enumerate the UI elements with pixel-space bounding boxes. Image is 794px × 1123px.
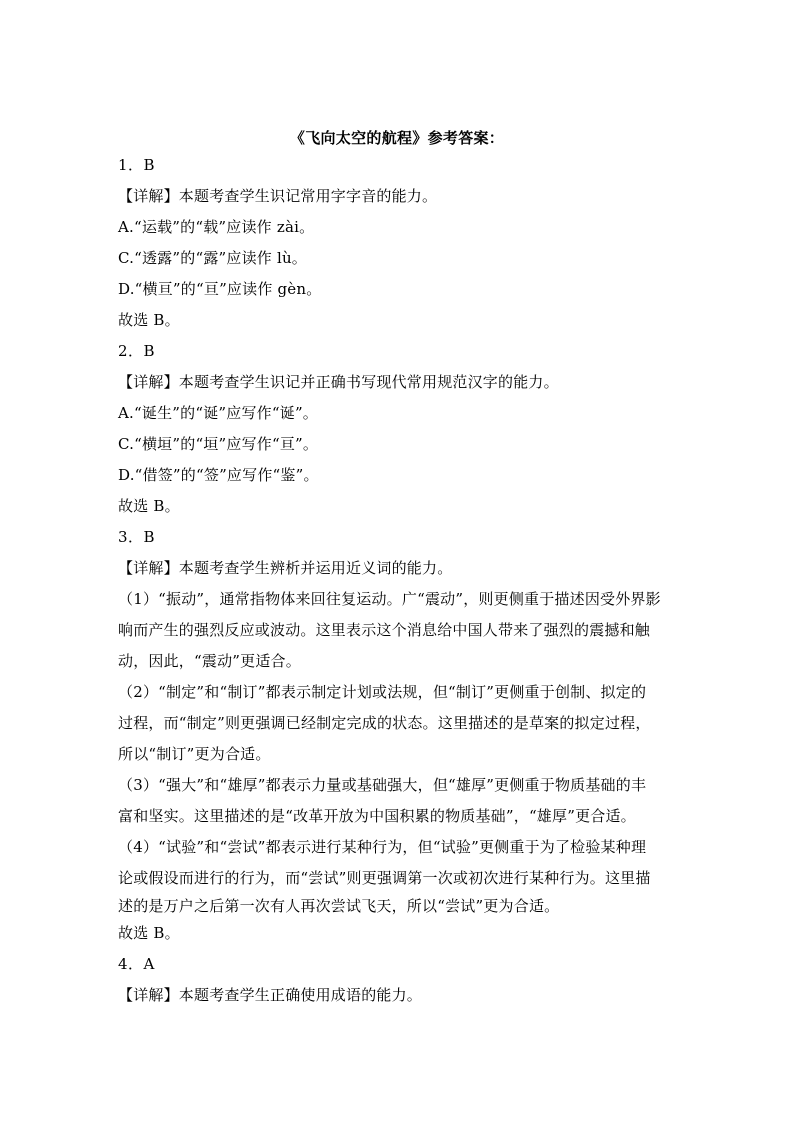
explanation-line: 响而产生的强烈反应或波动。这里表示这个消息给中国人带来了强烈的震撼和触 [118,621,651,639]
explanation-line: 过程，而“制定”则更强调已经制定完成的状态。这里描述的是草案的拟定过程， [118,714,651,732]
answer-line: 故选 B。 [118,311,180,329]
explanation-line: A.“诞生”的“诞”应写作“诞”。 [118,404,319,422]
explanation-line: 【详解】本题考查学生辨析并运用近义词的能力。 [118,559,453,577]
explanation-line: A.“运载”的“载”应读作 zài。 [118,218,315,236]
question-number: 3．B [118,528,156,546]
document-title: 《飞向太空的航程》参考答案： [289,129,505,147]
explanation-line: D.“横亘”的“亘”应读作 gèn。 [118,280,322,298]
explanation-line: C.“透露”的“露”应读作 lù。 [118,249,308,267]
answer-content [118,150,686,1011]
explanation-line: 述的是万户之后第一次有人再次尝试飞天，所以“尝试”更为合适。 [118,897,560,915]
explanation-line: （1）“振动”，通常指物体来回往复运动。广“震动”，则更侧重于描述因受外界影 [118,590,661,608]
question-number: 1．B [118,156,156,174]
explanation-line: （3）“强大”和“雄厚”都表示力量或基础强大，但“雄厚”更侧重于物质基础的丰 [118,776,647,794]
answer-line: 故选 B。 [118,497,180,515]
explanation-line: 所以“制订”更为合适。 [118,745,271,763]
explanation-line: D.“借签”的“签”应写作“鉴”。 [118,466,319,484]
explanation-line: 【详解】本题考查学生正确使用成语的能力。 [118,986,423,1004]
explanation-line: 【详解】本题考查学生识记常用字字音的能力。 [118,187,438,205]
answer-line: 故选 B。 [118,924,180,942]
question-number: 4．A [118,955,155,973]
explanation-line: 动，因此，“震动”更适合。 [118,652,301,670]
explanation-line: （2）“制定”和“制订”都表示制定计划或法规，但“制订”更侧重于创制、拟定的 [118,683,647,701]
question-number: 2．B [118,342,156,360]
explanation-line: 富和坚实。这里描述的是“改革开放为中国积累的物质基础”，“雄厚”更合适。 [118,807,636,825]
explanation-line: 【详解】本题考查学生识记并正确书写现代常用规范汉字的能力。 [118,373,559,391]
explanation-line: 论或假设而进行的行为，而“尝试”则更强调第一次或初次进行某种行为。这里描 [118,869,651,887]
explanation-line: C.“横垣”的“垣”应写作“亘”。 [118,435,319,453]
explanation-line: （4）“试验”和“尝试”都表示进行某种行为，但“试验”更侧重于为了检验某种理 [118,838,647,856]
